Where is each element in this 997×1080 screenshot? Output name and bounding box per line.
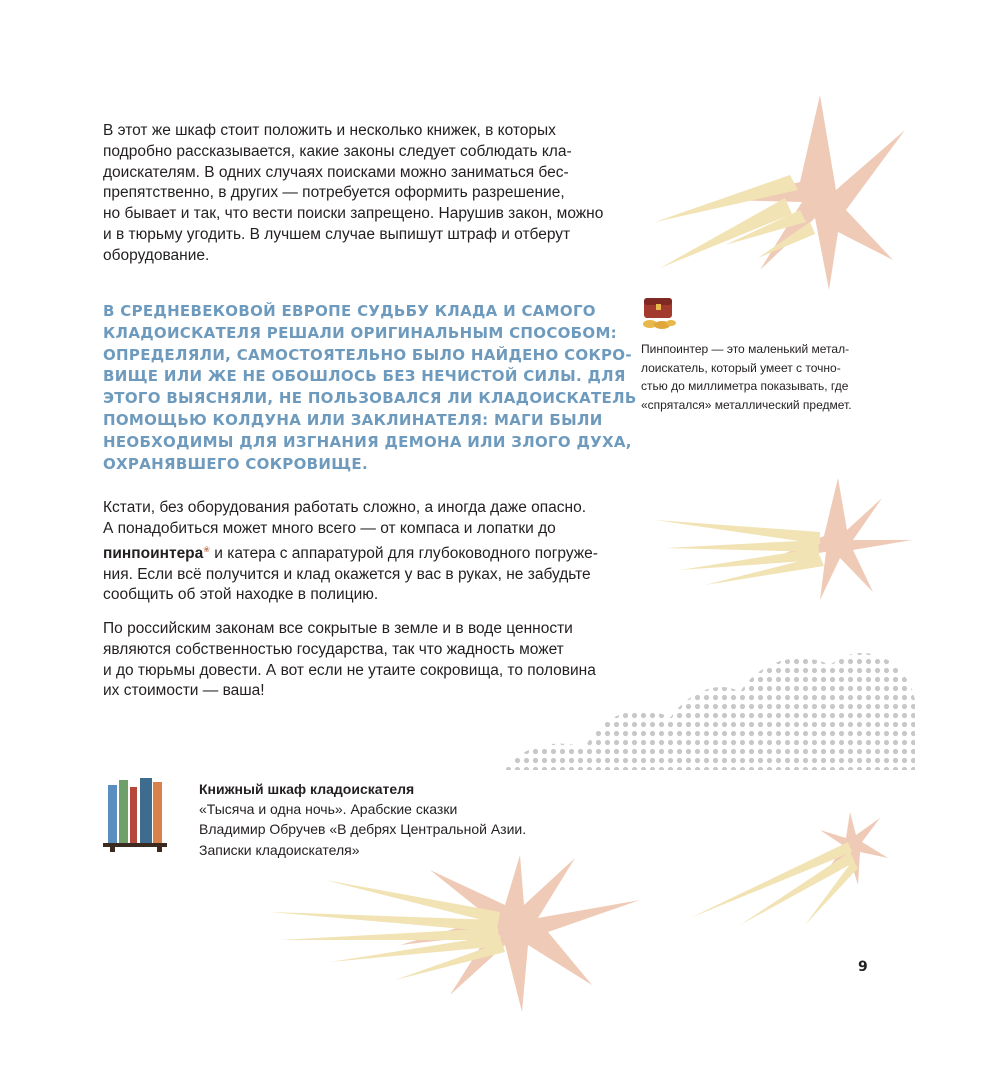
quote-line: ПОМОЩЬЮ КОЛДУНА ИЛИ ЗАКЛИНАТЕЛЯ: МАГИ БЫЛИ xyxy=(103,410,603,429)
note-line: стью до миллиметра показывать, где xyxy=(641,379,849,394)
side-note xyxy=(641,340,881,414)
text-line: и в тюрьму угодить. В лучшем случае выпишут штраф и отберут xyxy=(103,225,571,243)
text-line: их стоимости — ваша! xyxy=(103,682,265,700)
text-line: являются собственностью государства, так что жадность может xyxy=(103,640,564,658)
term-pinpointer: пинпоинтера xyxy=(103,544,204,562)
quote-line: КЛАДОИСКАТЕЛЯ РЕШАЛИ ОРИГИНАЛЬНЫМ СПОСОБОМ: xyxy=(103,323,617,342)
text-line: оборудование. xyxy=(103,246,210,264)
text-line xyxy=(103,540,608,565)
quote-line: ОПРЕДЕЛЯЛИ, САМОСТОЯТЕЛЬНО БЫЛО НАЙДЕНО СОКРО- xyxy=(103,345,632,364)
text-line: но бывает и так, что вести поиски запрещено. Нарушив закон, можно xyxy=(103,205,604,223)
bookshelf-list xyxy=(199,779,599,860)
bookshelf-icon xyxy=(103,778,167,852)
bookshelf-heading: Книжный шкаф кладоискателя xyxy=(199,781,415,797)
body-paragraph-1 xyxy=(103,121,608,267)
note-line: Пинпоинтер — это маленький метал- xyxy=(641,342,850,356)
page-number: 9 xyxy=(858,959,868,975)
book-item: Записки кладоискателя» xyxy=(199,841,360,858)
footnote-marker: ❀ xyxy=(203,544,210,554)
text-line: По российским законам все сокрытые в земле и в воде ценности xyxy=(103,620,573,637)
note-line: «спрятался» металлический предмет. xyxy=(641,397,852,412)
treasure-chest-icon xyxy=(643,298,676,329)
star-decoration xyxy=(655,478,912,600)
note-line: лоискатель, который умеет с точно- xyxy=(641,360,841,375)
quote-line: ЭТОГО ВЫЯСНЯЛИ, НЕ ПОЛЬЗОВАЛСЯ ЛИ КЛАДОИСКАТЕЛЬ xyxy=(103,389,637,408)
quote-line: ВИЩЕ ИЛИ ЖЕ НЕ ОБОШЛОСЬ БЕЗ НЕЧИСТОЙ СИЛЫ. ДЛЯ xyxy=(103,367,626,386)
book-item: «Тысяча и одна ночь». Арабские сказки xyxy=(199,801,458,818)
quote-line: НЕОБХОДИМЫ ДЛЯ ИЗГНАНИЯ ДЕМОНА ИЛИ ЗЛОГО ДУХА, xyxy=(103,432,632,451)
text-line: А понадобиться может много всего — от компаса и лопатки до xyxy=(103,519,556,537)
body-paragraph-2 xyxy=(103,498,608,606)
star-decoration xyxy=(270,855,640,1012)
star-decoration xyxy=(690,812,888,925)
text-line: подробно рассказывается, какие законы следует соблюдать кла- xyxy=(103,142,572,160)
text-line: сообщить об этой находке в полицию. xyxy=(103,586,379,604)
text-line: ния. Если всё получится и клад окажется у вас в руках, не забудьте xyxy=(103,565,591,583)
text-line: Кстати, без оборудования работать сложно, а иногда даже опасно. xyxy=(103,499,586,516)
quote-line: В СРЕДНЕВЕКОВОЙ ЕВРОПЕ СУДЬБУ КЛАДА И САМОГО xyxy=(103,302,596,320)
highlight-quote xyxy=(103,301,637,475)
text-line: В этот же шкаф стоит положить и несколько книжек, в которых xyxy=(103,122,556,139)
text-line-rest: и катера с аппаратурой для глубоководного погруже- xyxy=(209,544,598,562)
text-line: и до тюрьмы довести. А вот если не утаите сокровища, то половина xyxy=(103,661,596,679)
star-decoration xyxy=(655,95,905,290)
quote-line: ОХРАНЯВШЕГО СОКРОВИЩЕ. xyxy=(103,454,368,473)
book-item: Владимир Обручев «В дебрях Центральной Азии. xyxy=(199,821,527,838)
body-paragraph-3 xyxy=(103,619,608,702)
text-line: доискателям. В одних случаях поисками можно заниматься бес- xyxy=(103,163,569,181)
text-line: препятственно, в других — потребуется оформить разрешение, xyxy=(103,184,565,202)
